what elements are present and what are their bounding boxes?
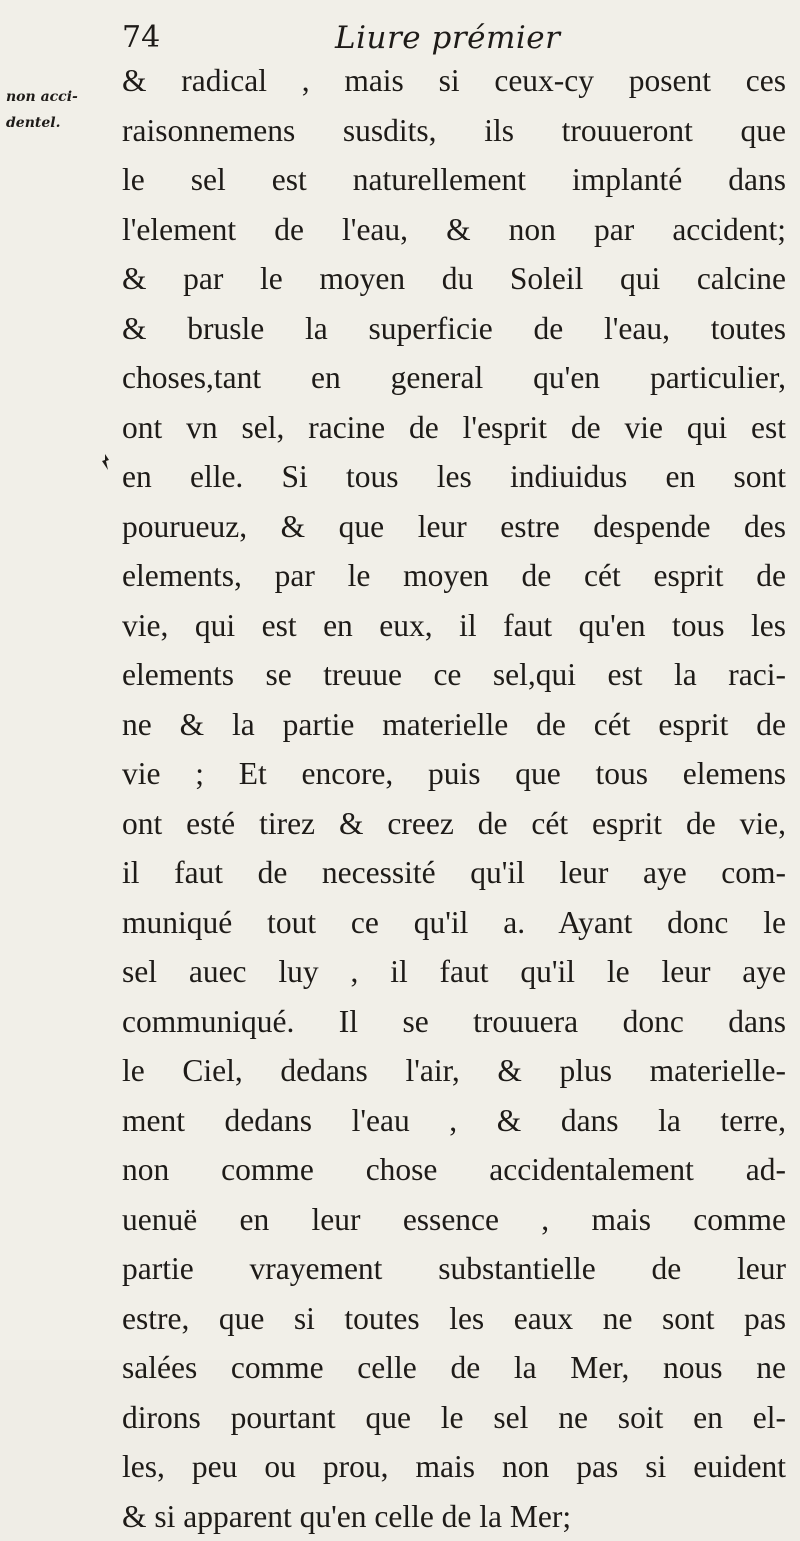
body-text xyxy=(122,56,786,1541)
text-line: partie vrayement substantielle de leur xyxy=(122,1244,786,1294)
margin-note-line: non acci- xyxy=(6,84,96,110)
running-title: Liure prémier xyxy=(335,16,560,60)
text-line: vie ; Et encore, puis que tous elemens xyxy=(122,749,786,799)
text-line: vie, qui est en eux, il faut qu'en tous les xyxy=(122,601,786,651)
text-line: muniqué tout ce qu'il a. Ayant donc le xyxy=(122,898,786,948)
text-line: & brusle la superficie de l'eau, toutes xyxy=(122,304,786,354)
text-line: en elle. Si tous les indiuidus en sont xyxy=(122,452,786,502)
text-line: dirons pourtant que le sel ne soit en el- xyxy=(122,1393,786,1443)
text-line: estre, que si toutes les eaux ne sont pas xyxy=(122,1294,786,1344)
text-line: le sel est naturellement implanté dans xyxy=(122,155,786,205)
text-line: elements, par le moyen de cét esprit de xyxy=(122,551,786,601)
text-line: le Ciel, dedans l'air, & plus materielle- xyxy=(122,1046,786,1096)
text-line: & par le moyen du Soleil qui calcine xyxy=(122,254,786,304)
text-line: ont esté tirez & creez de cét esprit de vie, xyxy=(122,799,786,849)
text-line: & radical , mais si ceux-cy posent ces xyxy=(122,56,786,106)
text-line: les, peu ou prou, mais non pas si euident xyxy=(122,1442,786,1492)
text-line: non comme chose accidentalement ad- xyxy=(122,1145,786,1195)
page-number: 74 xyxy=(122,16,160,60)
margin-note xyxy=(6,84,96,136)
text-line: raisonnemens susdits, ils trouueront que xyxy=(122,106,786,156)
text-line: il faut de necessité qu'il leur aye com- xyxy=(122,848,786,898)
text-line: elements se treuue ce sel,qui est la raci- xyxy=(122,650,786,700)
text-line: l'element de l'eau, & non par accident; xyxy=(122,205,786,255)
text-line: & si apparent qu'en celle de la Mer; xyxy=(122,1492,786,1541)
text-line: ne & la partie materielle de cét esprit de xyxy=(122,700,786,750)
text-line: ont vn sel, racine de l'esprit de vie qui est xyxy=(122,403,786,453)
text-line: salées comme celle de la Mer, nous ne xyxy=(122,1343,786,1393)
page-header xyxy=(0,16,800,60)
text-line: choses,tant en general qu'en particulier, xyxy=(122,353,786,403)
margin-note-line: dentel. xyxy=(6,110,96,136)
text-line: sel auec luy , il faut qu'il le leur aye xyxy=(122,947,786,997)
text-line: uenuë en leur essence , mais comme xyxy=(122,1195,786,1245)
text-line: communiqué. Il se trouuera donc dans xyxy=(122,997,786,1047)
printer-mark-icon xyxy=(99,453,111,471)
text-line: pourueuz, & que leur estre despende des xyxy=(122,502,786,552)
text-line: ment dedans l'eau , & dans la terre, xyxy=(122,1096,786,1146)
